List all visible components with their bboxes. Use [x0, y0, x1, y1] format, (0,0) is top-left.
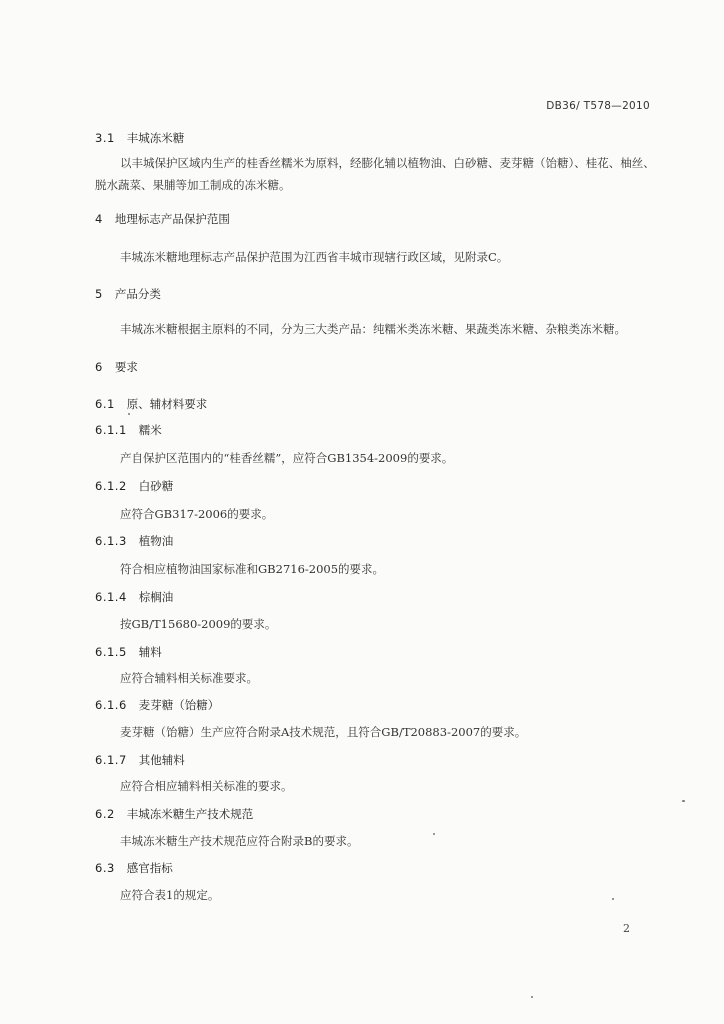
scan-speck [682, 800, 685, 802]
section-number: 6.1 [95, 397, 115, 411]
section-4-heading [95, 211, 230, 227]
section-title: 要求 [114, 360, 138, 374]
section-title: 原、辅材料要求 [126, 397, 208, 411]
section-number: 6.1.2 [95, 479, 127, 493]
section-6-1-6-text: 麦芽糖（饴糖）生产应符合附录A技术规范，且符合GB/T20883-2007的要求。 [120, 725, 527, 739]
section-6-1-7-heading [95, 752, 185, 768]
scan-speck [612, 898, 614, 900]
section-6-2-text: 丰城冻米糖生产技术规范应符合附录B的要求。 [120, 834, 359, 848]
section-title: 辅料 [138, 645, 162, 659]
section-3-1-heading [95, 130, 184, 146]
section-number: 6.1.1 [95, 423, 127, 437]
section-6-3-heading [95, 860, 173, 876]
section-6-1-3-text: 符合相应植物油国家标准和GB2716-2005的要求。 [120, 562, 385, 576]
section-title: 植物油 [138, 534, 174, 548]
section-title: 感官指标 [126, 861, 173, 875]
section-title: 麦芽糖（饴糖） [138, 698, 220, 712]
section-number: 6.1.3 [95, 534, 127, 548]
section-6-1-3-heading [95, 533, 173, 549]
section-6-1-7-text: 应符合相应辅料相关标准的要求。 [120, 779, 293, 793]
section-number: 3.1 [95, 131, 115, 145]
section-5-heading [95, 286, 161, 302]
page-number: 2 [623, 922, 630, 935]
scan-speck [531, 996, 533, 998]
section-title: 棕榈油 [138, 590, 174, 604]
section-title: 其他辅料 [138, 753, 185, 767]
section-6-1-heading [95, 396, 207, 412]
section-number: 6.2 [95, 807, 115, 821]
section-6-heading [95, 359, 138, 375]
section-number: 5 [95, 287, 103, 301]
section-6-1-4-heading [95, 589, 173, 605]
section-4-text: 丰城冻米糖地理标志产品保护范围为江西省丰城市现辖行政区域，见附录C。 [120, 250, 509, 264]
section-6-2-heading [95, 806, 253, 822]
section-6-1-1-text: 产自保护区范围内的“桂香丝糯”，应符合GB1354-2009的要求。 [120, 451, 454, 465]
section-title: 糯米 [138, 423, 162, 437]
section-number: 6.1.4 [95, 590, 127, 604]
section-6-1-2-heading [95, 478, 173, 494]
section-number: 6.1.6 [95, 698, 127, 712]
section-6-1-5-heading [95, 644, 162, 660]
section-title: 丰城冻米糖生产技术规范 [126, 807, 254, 821]
section-6-1-5-text: 应符合辅料相关标准要求。 [120, 671, 258, 685]
section-number: 6 [95, 360, 103, 374]
section-number: 4 [95, 212, 103, 226]
section-6-1-1-heading [95, 422, 162, 438]
section-6-1-2-text: 应符合GB317-2006的要求。 [120, 507, 274, 521]
scan-speck [433, 833, 435, 835]
section-title: 丰城冻米糖 [126, 131, 185, 145]
section-title: 地理标志产品保护范围 [114, 212, 230, 226]
section-6-1-6-heading [95, 697, 219, 713]
section-3-1-text: 以丰城保护区域内生产的桂香丝糯米为原料，经膨化辅以植物油、白砂糖、麦芽糖（饴糖）、桂花、柚丝、脱水蔬菜、果脯等加工制成的冻米糖。 [95, 156, 655, 192]
section-number: 6.1.5 [95, 645, 127, 659]
scan-speck [128, 413, 130, 415]
section-number: 6.3 [95, 861, 115, 875]
section-6-1-4-text: 按GB/T15680-2009的要求。 [120, 617, 277, 631]
section-5-text: 丰城冻米糖根据主原料的不同，分为三大类产品：纯糯米类冻米糖、果蔬类冻米糖、杂粮类冻米糖。 [120, 322, 626, 336]
section-number: 6.1.7 [95, 753, 127, 767]
section-title: 产品分类 [114, 287, 161, 301]
document-code: DB36/ T578—2010 [546, 100, 650, 112]
section-title: 白砂糖 [138, 479, 174, 493]
section-6-3-text: 应符合表1的规定。 [120, 888, 220, 902]
